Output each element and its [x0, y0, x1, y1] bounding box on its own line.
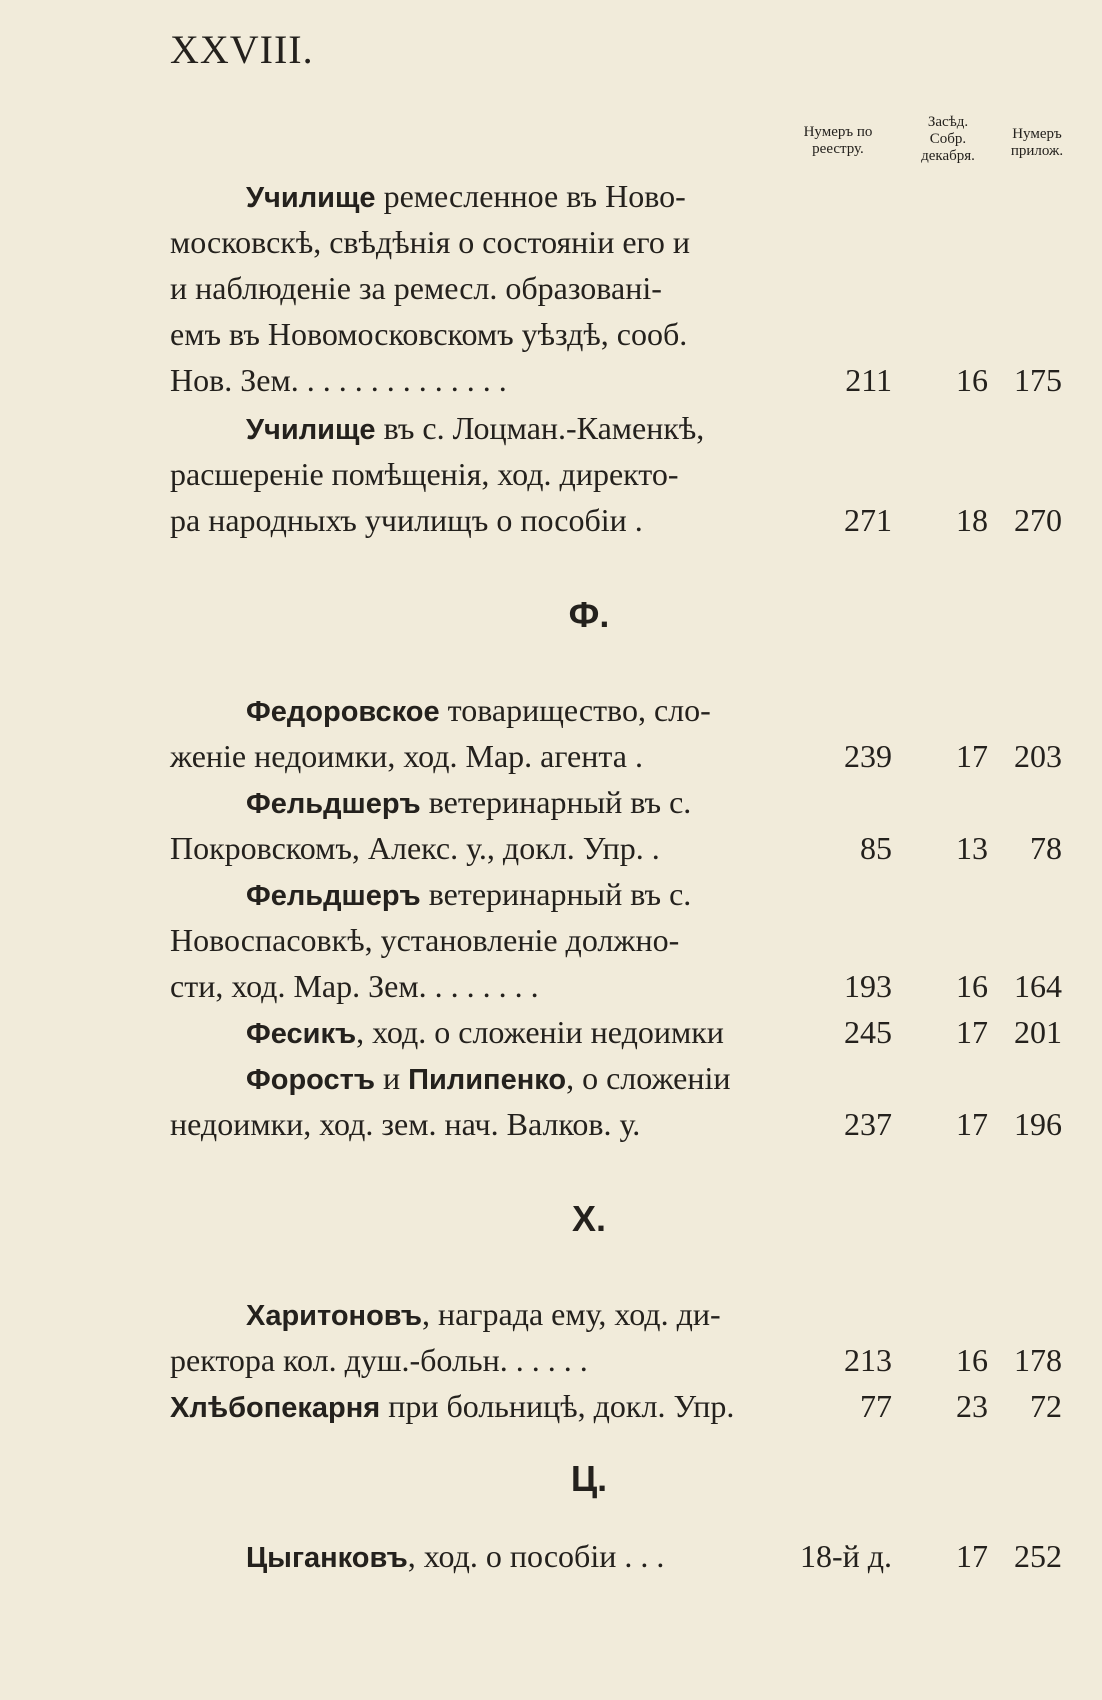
registry-number: 245 — [844, 1014, 892, 1050]
session-number: 16 — [956, 1342, 988, 1378]
registry-number: 239 — [844, 738, 892, 774]
session-number: 23 — [956, 1388, 988, 1424]
index-entry-line: Фесикъ, ход. о сложеніи недоимки 245 17 201 — [246, 1014, 1062, 1050]
entry-headword: Фельдшеръ — [246, 788, 421, 820]
index-entry-line: Харитоновъ, награда ему, ход. ди- — [246, 1296, 721, 1332]
column-header-annex: Нумеръ прилож. — [1010, 126, 1064, 159]
index-entry-line: Федоровское товарищество, сло- — [246, 692, 711, 728]
session-number: 17 — [956, 738, 988, 774]
entry-headword: Хлѣбопекарня — [170, 1392, 381, 1424]
index-entry-line: Цыганковъ, ход. о пособіи . . . 18-й д. 17 252 — [246, 1538, 1062, 1574]
entry-headword: Харитоновъ — [246, 1300, 423, 1332]
index-entry-line: недоимки, ход. зем. нач. Валков. у. 237 17 196 — [170, 1106, 1062, 1142]
index-entry-line: Училище ремесленное въ Ново- — [246, 178, 686, 214]
column-header-session: Засѣд. Собр. декабря. — [921, 114, 975, 164]
letter-heading-kh: Х. — [571, 1198, 606, 1239]
session-number: 17 — [956, 1014, 988, 1050]
session-number: 16 — [956, 362, 988, 398]
index-entry-line: Нов. Зем. . . . . . . . . . . . . . 211 16 175 — [170, 362, 1062, 398]
entry-headword: Фельдшеръ — [246, 880, 421, 912]
annex-number: 178 — [1014, 1342, 1062, 1378]
entry-headword: Форостъ — [246, 1064, 375, 1096]
annex-number: 164 — [1014, 968, 1062, 1004]
session-number: 17 — [956, 1106, 988, 1142]
annex-number: 252 — [1014, 1538, 1062, 1574]
registry-number: 211 — [845, 362, 892, 398]
annex-number: 196 — [1014, 1106, 1062, 1142]
annex-number: 72 — [1030, 1388, 1062, 1424]
index-entry-line: емъ въ Новомосковскомъ уѣздѣ, сооб. — [170, 316, 688, 352]
registry-number: 85 — [860, 830, 892, 866]
session-number: 13 — [956, 830, 988, 866]
index-entry-line: расшереніе помѣщенія, ход. директо- — [170, 456, 679, 492]
entry-headword: Федоровское — [246, 696, 440, 728]
column-header-registry: Нумеръ по реестру. — [803, 124, 873, 157]
page-number: XXVIII. — [170, 27, 314, 72]
registry-number: 213 — [844, 1342, 892, 1378]
index-entry-line: Покровскомъ, Алекс. у., докл. Упр. . 85 13 78 — [170, 830, 1062, 866]
index-entry-line: ра народныхъ училищъ о пособіи . 271 18 270 — [170, 502, 1062, 538]
letter-heading-f: Ф. — [568, 594, 610, 635]
registry-number: 77 — [860, 1388, 892, 1424]
index-entry-line: Хлѣбопекарня при больницѣ, докл. Упр. 77 23 72 — [170, 1388, 1062, 1424]
entry-headword: Училище — [246, 182, 376, 214]
index-entry-line: Новоспасовкѣ, установленіе должно- — [170, 922, 680, 958]
index-entry-line: ректора кол. душ.-больн. . . . . . 213 16 178 — [170, 1342, 1062, 1378]
entry-headword: Пилипенко — [408, 1064, 567, 1096]
index-entry-line: сти, ход. Мар. Зем. . . . . . . . 193 16 164 — [170, 968, 1062, 1004]
entry-headword: Цыганковъ — [246, 1542, 408, 1574]
index-entry-line: Фельдшеръ ветеринарный въ с. — [246, 876, 692, 912]
index-entry-line: и наблюденіе за ремесл. образованi- — [170, 270, 662, 306]
registry-number: 193 — [844, 968, 892, 1004]
index-entry-line: Училище въ с. Лоцман.-Каменкѣ, — [246, 410, 705, 446]
annex-number: 201 — [1014, 1014, 1062, 1050]
annex-number: 175 — [1014, 362, 1062, 398]
index-entry-line: Форостъ и Пилипенко, о сложеніи — [246, 1060, 731, 1096]
entry-headword: Училище — [246, 414, 376, 446]
entry-headword: Фесикъ — [246, 1018, 357, 1050]
index-entry-line: женіе недоимки, ход. Мар. агента . 239 17 203 — [170, 738, 1062, 774]
session-number: 18 — [956, 502, 988, 538]
registry-number: 271 — [844, 502, 892, 538]
annex-number: 78 — [1030, 830, 1062, 866]
letter-heading-ts: Ц. — [570, 1458, 608, 1499]
index-entry-line: Фельдшеръ ветеринарный въ с. — [246, 784, 692, 820]
session-number: 17 — [956, 1538, 988, 1574]
annex-number: 270 — [1014, 502, 1062, 538]
registry-number: 237 — [844, 1106, 892, 1142]
registry-number: 18-й д. — [799, 1538, 892, 1574]
index-entry-line: московскѣ, свѣдѣнія о состояніи его и — [170, 224, 690, 260]
annex-number: 203 — [1014, 738, 1062, 774]
session-number: 16 — [956, 968, 988, 1004]
